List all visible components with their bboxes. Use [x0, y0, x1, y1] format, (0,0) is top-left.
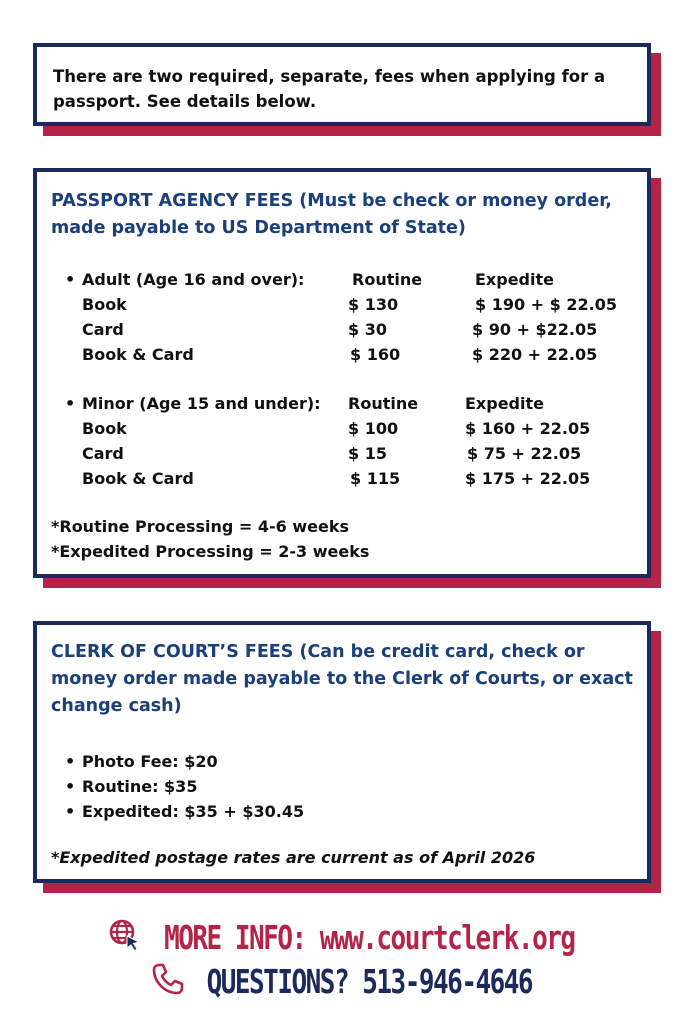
bullet-icon: • [65, 802, 76, 821]
expedite-fee: $ 75 + 22.05 [467, 444, 582, 463]
intro-card [33, 43, 663, 138]
list-item [65, 774, 304, 799]
globe-cursor-icon [108, 918, 142, 959]
clerk-fee-list [65, 749, 304, 824]
adult-fee-table [65, 267, 625, 367]
expedite-fee: $ 175 + 22.05 [465, 469, 591, 488]
processing-notes [51, 514, 369, 564]
fee-type: Book [82, 419, 127, 438]
adult-expedite-header: Expedite [475, 270, 554, 289]
minor-label: Minor (Age 15 and under): [82, 394, 321, 413]
adult-header-row [65, 267, 625, 292]
expedite-fee: $ 220 + 22.05 [472, 345, 598, 364]
expedite-fee: $ 160 + 22.05 [465, 419, 591, 438]
photo-fee: Photo Fee: $20 [82, 752, 218, 771]
bullet-icon: • [65, 777, 76, 796]
bullet-icon: • [65, 394, 76, 413]
routine-fee: $ 15 [348, 444, 387, 463]
questions-line[interactable] [0, 962, 683, 1003]
fee-type: Card [82, 320, 124, 339]
minor-fee-table [65, 391, 625, 491]
agency-fees-card [33, 168, 663, 590]
list-item [65, 799, 304, 824]
adult-label: Adult (Age 16 and over): [82, 270, 305, 289]
fee-type: Card [82, 444, 124, 463]
clerk-heading: CLERK OF COURT’S FEES (Can be credit card, check or money order made payable to the Clerk of Courts, or exact change cash) [51, 642, 633, 716]
agency-heading: PASSPORT AGENCY FEES (Must be check or money order, made payable to US Department of State) [51, 191, 612, 238]
fee-type: Book [82, 295, 127, 314]
fee-type: Book & Card [82, 345, 194, 364]
table-row [65, 441, 625, 466]
routine-processing-note: *Routine Processing = 4-6 weeks [51, 517, 350, 536]
minor-expedite-header: Expedite [465, 394, 544, 413]
routine-fee: $ 160 [350, 345, 401, 364]
routine-fee: $ 30 [348, 320, 387, 339]
bullet-icon: • [65, 270, 76, 289]
routine-fee: $ 130 [348, 295, 399, 314]
clerk-fees-card [33, 621, 663, 895]
expedited-fee: Expedited: $35 + $30.45 [82, 802, 305, 821]
table-row [65, 466, 625, 491]
more-info-link[interactable]: MORE INFO: www.courtclerk.org [164, 919, 575, 958]
table-row [65, 342, 625, 367]
table-row [65, 317, 625, 342]
expedite-fee: $ 90 + $22.05 [472, 320, 598, 339]
phone-icon [151, 962, 185, 1003]
minor-routine-header: Routine [348, 394, 419, 413]
adult-routine-header: Routine [352, 270, 423, 289]
clerk-card-box [33, 621, 651, 883]
list-item [65, 749, 304, 774]
routine-fee: $ 115 [350, 469, 401, 488]
expedited-processing-note: *Expedited Processing = 2-3 weeks [51, 542, 370, 561]
agency-card-box [33, 168, 651, 578]
questions-phone[interactable]: QUESTIONS? 513-946-4646 [206, 963, 533, 1002]
intro-text: There are two required, separate, fees when applying for a passport. See details below. [53, 67, 606, 111]
intro-card-box [33, 43, 651, 126]
minor-header-row [65, 391, 625, 416]
bullet-icon: • [65, 752, 76, 771]
postage-note: *Expedited postage rates are current as of April 2026 [51, 848, 536, 867]
more-info-line[interactable] [0, 918, 683, 959]
fee-type: Book & Card [82, 469, 194, 488]
expedite-fee: $ 190 + $ 22.05 [475, 295, 617, 314]
table-row [65, 416, 625, 441]
table-row [65, 292, 625, 317]
routine-fee: $ 100 [348, 419, 399, 438]
routine-fee: Routine: $35 [82, 777, 198, 796]
